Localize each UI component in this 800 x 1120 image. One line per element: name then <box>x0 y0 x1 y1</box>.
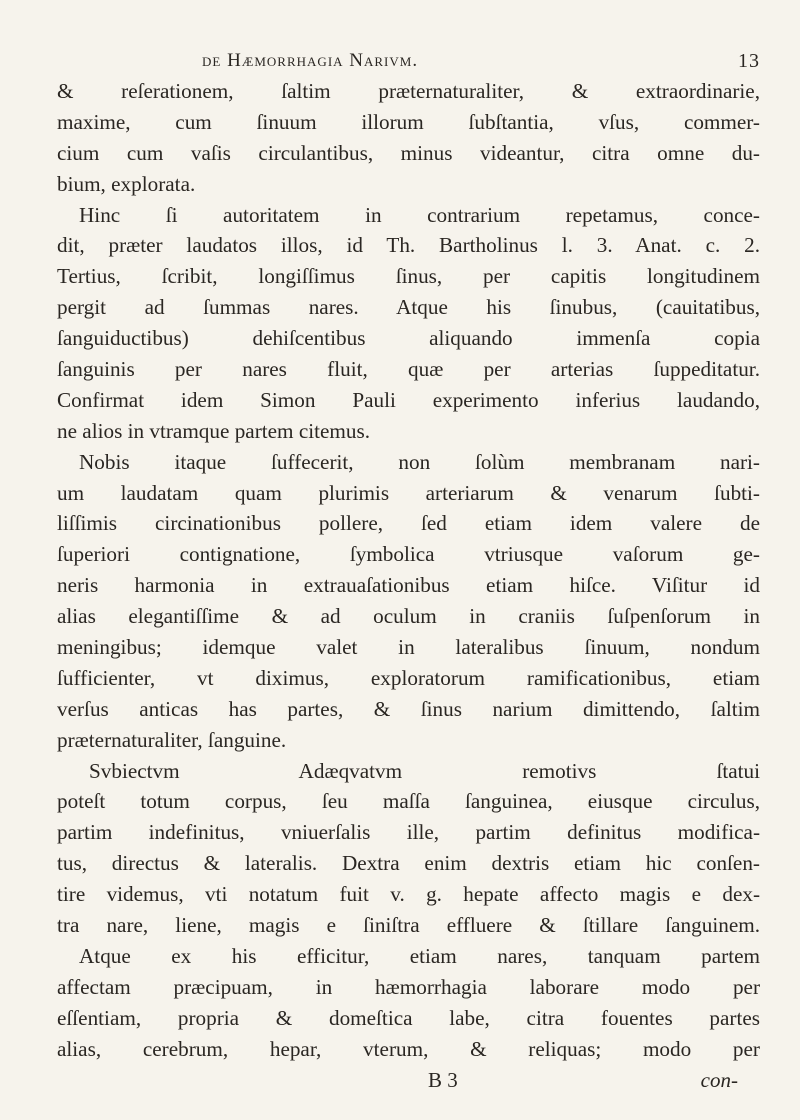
text-line: ſuperiori contignatione, ſymbolica vtriusque vaſorum ge- <box>57 542 760 567</box>
text-line: alias, cerebrum, hepar, vterum, & reliquas; modo per <box>57 1036 760 1061</box>
text-line: præternaturaliter, ſanguine. <box>57 727 287 752</box>
text-line: cium cum vaſis circulantibus, minus videantur, citra omne du- <box>57 140 760 165</box>
text-line: ſanguinis per nares fluit, quæ per arterias ſuppeditatur. <box>57 357 760 382</box>
text-line: Tertius, ſcribit, longiſſimus ſinus, per capitis longitudinem <box>57 264 760 289</box>
text-line: verſus anticas has partes, & ſinus narium dimittendo, ſaltim <box>57 696 760 721</box>
catchword: con- <box>700 1067 738 1092</box>
text-line: liſſimis circinationibus pollere, ſed etiam idem valere de <box>57 511 760 536</box>
text-line: tire videmus, vti notatum fuit v. g. hepate affecto magis e dex- <box>57 882 760 907</box>
body-text <box>57 76 760 1065</box>
text-line: tra nare, liene, magis e ſiniſtra effluere & ſtillare ſanguinem. <box>57 913 760 938</box>
text-line: tus, directus & lateralis. Dextra enim dextris etiam hic conſen- <box>57 851 760 876</box>
text-line: Nobis itaque ſuffecerit, non ſolùm membranam nari- <box>79 449 760 474</box>
text-line: & reſerationem, ſaltim præternaturaliter, & extraordinarie, <box>57 79 760 103</box>
text-line: um laudatam quam plurimis arteriarum & venarum ſubti- <box>57 480 760 505</box>
text-line: neris harmonia in extrauaſationibus etiam hiſce. Viſitur id <box>57 573 760 598</box>
text-line: pergit ad ſummas nares. Atque his ſinubus, (cauitatibus, <box>57 295 760 320</box>
page-number: 13 <box>738 50 760 72</box>
text-line: meningibus; idemque valet in lateralibus ſinuum, nondum <box>57 635 760 660</box>
text-line: Atque ex his efficitur, etiam nares, tanquam partem <box>79 943 760 968</box>
text-line: poteſt totum corpus, ſeu maſſa ſanguinea, eiusque circulus, <box>57 789 760 814</box>
text-line: bium, explorata. <box>57 171 196 196</box>
text-line: ne alios in vtramque partem citemus. <box>57 418 371 443</box>
running-title: de Hæmorrhagia Narivm. <box>202 50 419 71</box>
running-header <box>57 50 760 76</box>
text-line: maxime, cum ſinuum illorum ſubſtantia, vſus, commer- <box>57 109 760 134</box>
text-line: ſufficienter, vt diximus, exploratorum ramificationibus, etiam <box>57 665 760 690</box>
text-line: Confirmat idem Simon Pauli experimento inferius laudando, <box>57 387 760 412</box>
signature-mark: B 3 <box>428 1067 458 1092</box>
section-heading-line: Svbiectvm Adæqvatvm remotivs ſtatui <box>89 758 760 783</box>
text-line: eſſentiam, propria & domeſtica labe, citra fouentes partes <box>57 1005 760 1030</box>
text-line: alias elegantiſſime & ad oculum in craniis ſuſpenſorum in <box>57 604 760 629</box>
text-line: partim indefinitus, vniuerſalis ille, partim definitus modifica- <box>57 820 760 845</box>
text-line: Hinc ſi autoritatem in contrarium repetamus, conce- <box>79 202 760 227</box>
text-line: ſanguiductibus) dehiſcentibus aliquando immenſa copia <box>57 326 760 351</box>
text-line: dit, præter laudatos illos, id Th. Bartholinus l. 3. Anat. c. 2. <box>57 233 760 258</box>
page-footer <box>57 1065 760 1095</box>
text-line: affectam præcipuam, in hæmorrhagia laborare modo per <box>57 974 760 999</box>
